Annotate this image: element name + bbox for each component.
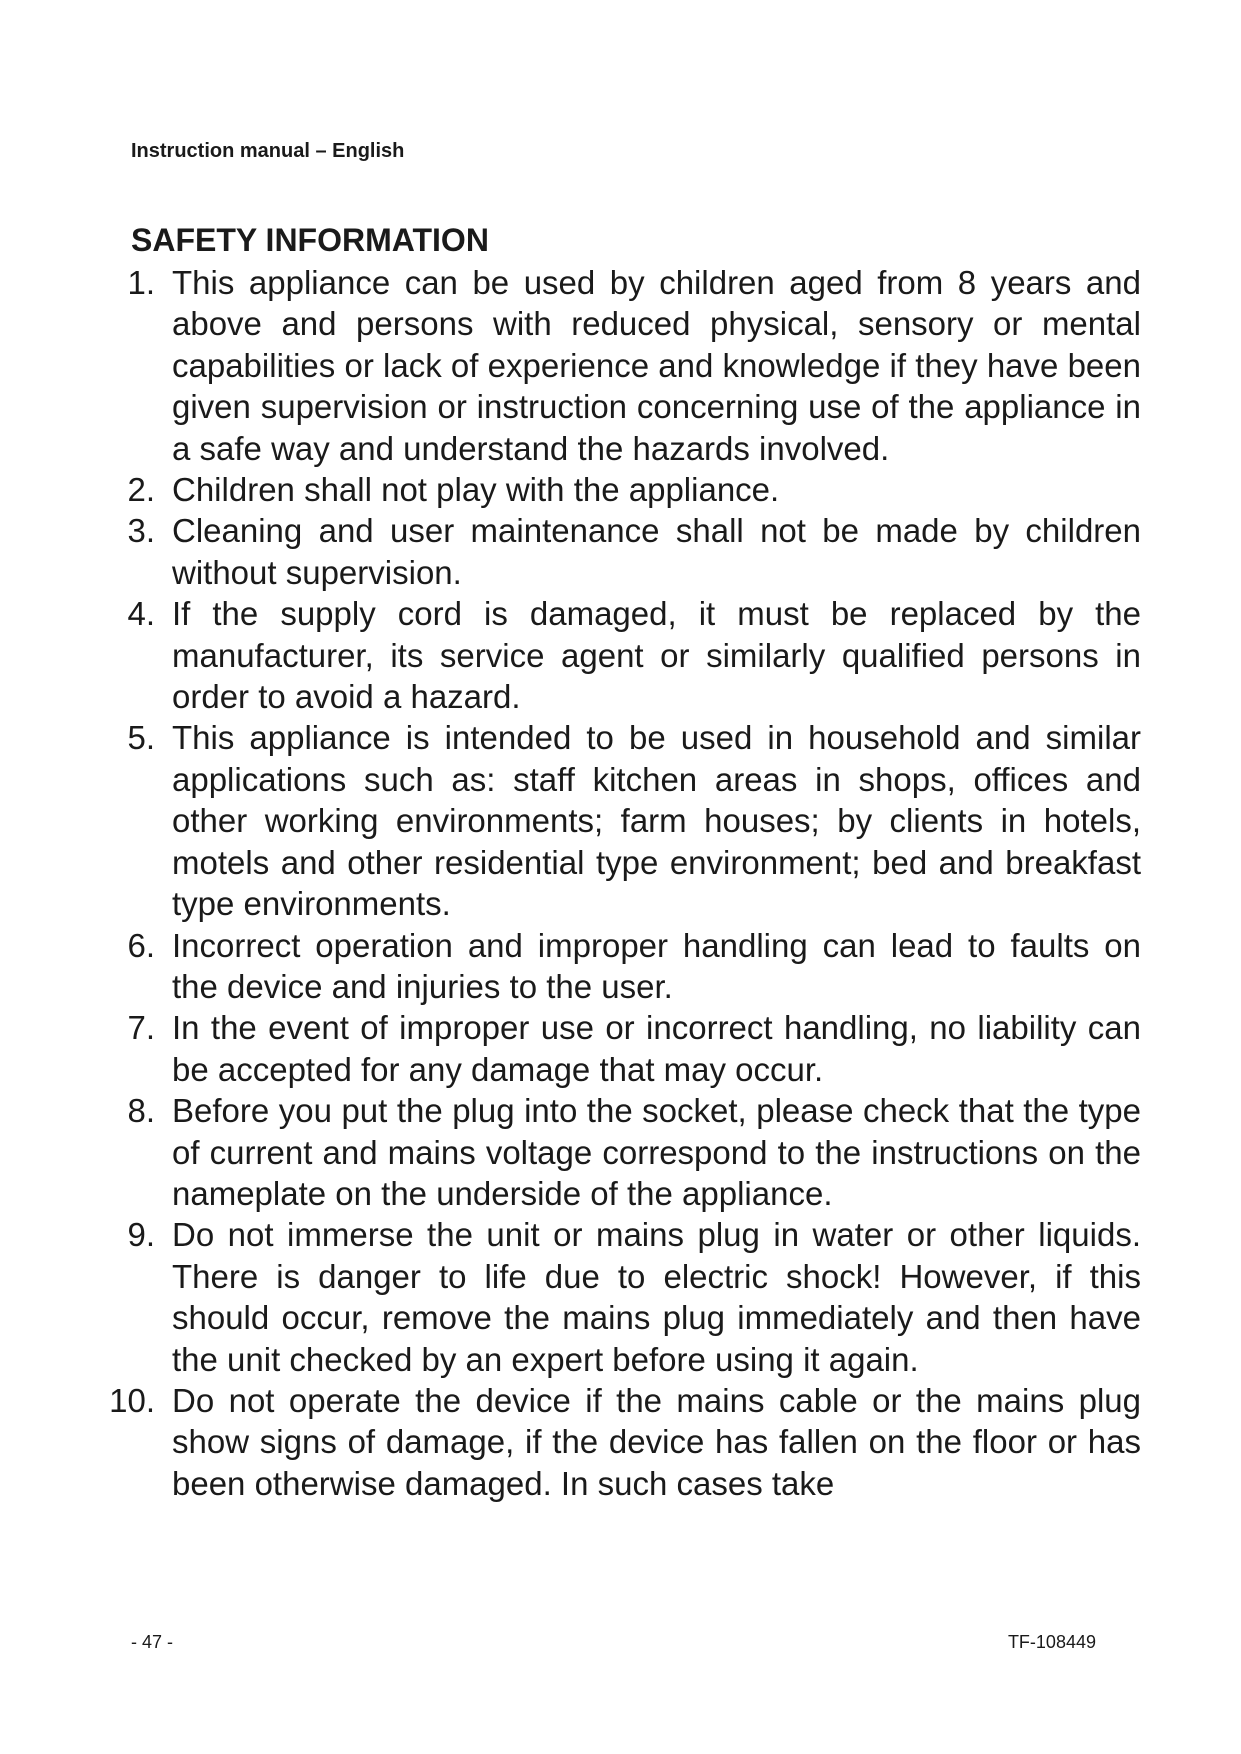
safety-item-6 xyxy=(0,925,1241,1008)
safety-item-3 xyxy=(0,510,1241,593)
item-number: 5. xyxy=(127,719,155,757)
item-number: 9. xyxy=(127,1216,155,1254)
safety-item-5 xyxy=(0,717,1241,924)
item-text: This appliance is intended to be used in household and similar applications such as: staff kitchen areas in shops, offices and other working environments; farm houses; by clients in hotels, motels and other residential type environment; bed and breakfast type environments. xyxy=(172,719,1141,923)
document-code: TF-108449 xyxy=(1007,1632,1096,1652)
item-number: 3. xyxy=(127,512,155,550)
item-text: Children shall not play with the appliance. xyxy=(172,471,780,509)
safety-item-4 xyxy=(0,593,1241,717)
item-text: Incorrect operation and improper handling can lead to faults on the device and injuries to the user. xyxy=(172,926,1141,1005)
item-text: Cleaning and user maintenance shall not be made by children without supervision. xyxy=(172,512,1141,591)
item-text: Do not operate the device if the mains cable or the mains plug show signs of damage, if the device has fallen on the floor or has been otherwise damaged. In such cases take xyxy=(172,1381,1141,1502)
item-number: 10. xyxy=(109,1381,155,1419)
safety-item-2 xyxy=(0,469,1241,510)
item-text: If the supply cord is damaged, it must be replaced by the manufacturer, its service agent or similarly qualified persons in order to avoid a hazard. xyxy=(172,595,1141,716)
item-number: 4. xyxy=(127,595,155,633)
safety-item-7 xyxy=(0,1007,1241,1090)
safety-item-10 xyxy=(0,1380,1241,1504)
item-text: This appliance can be used by children aged from 8 years and above and persons with reduced physical, sensory or mental capabilities or lack of experience and knowledge if they have been given supervision or instruction concerning use of the appliance in a safe way and understand the hazards involved. xyxy=(172,264,1141,467)
safety-item-9 xyxy=(0,1214,1241,1380)
page-header: Instruction manual – English xyxy=(131,140,405,162)
safety-item-1 xyxy=(0,262,1241,469)
item-number: 8. xyxy=(127,1092,155,1130)
safety-item-8 xyxy=(0,1090,1241,1214)
item-number: 6. xyxy=(127,926,155,964)
item-text: Do not immerse the unit or mains plug in water or other liquids. There is danger to life due to electric shock! However, if this should occur, remove the mains plug immediately and then have the unit checked by an expert before using it again. xyxy=(172,1216,1141,1378)
item-number: 1. xyxy=(127,264,155,301)
item-number: 2. xyxy=(127,471,155,509)
item-number: 7. xyxy=(127,1009,155,1047)
item-text: Before you put the plug into the socket, please check that the type of current and mains voltage correspond to the instructions on the nameplate on the underside of the appliance. xyxy=(172,1092,1141,1212)
safety-list xyxy=(0,262,1241,1504)
item-text: In the event of improper use or incorrect handling, no liability can be accepted for any damage that may occur. xyxy=(172,1009,1141,1088)
section-title: SAFETY INFORMATION xyxy=(131,222,489,258)
page-number: - 47 - xyxy=(131,1632,174,1652)
